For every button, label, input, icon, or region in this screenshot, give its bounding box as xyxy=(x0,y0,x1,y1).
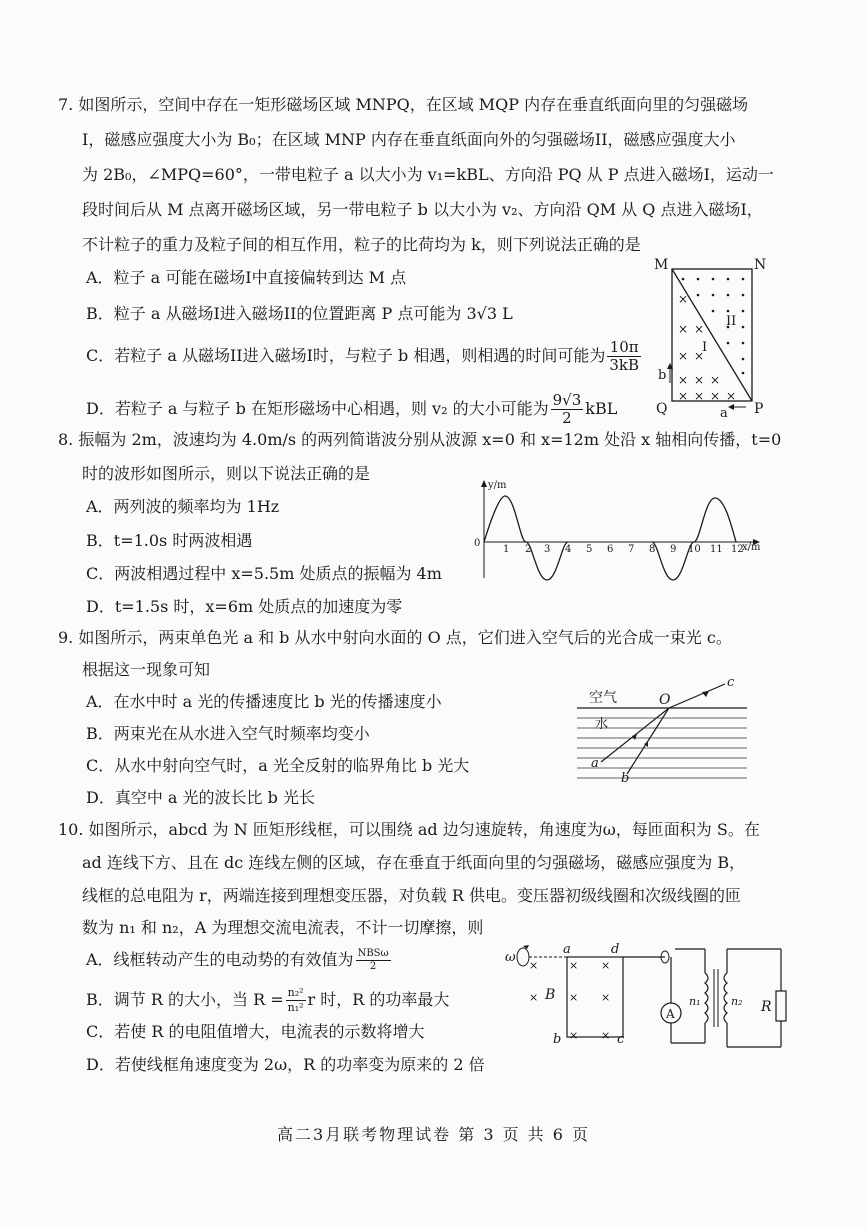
label-n: N xyxy=(754,257,767,273)
q7-magnetic-field-figure xyxy=(650,255,770,425)
label-q: Q xyxy=(656,401,668,417)
q8-wave-figure xyxy=(470,478,770,588)
tick-10: 10 xyxy=(688,544,701,555)
svg-text:×: × xyxy=(694,373,705,387)
resistor-r xyxy=(776,991,786,1021)
label-o: O xyxy=(659,692,671,708)
q7-option-a: A．粒子 a 可能在磁场I中直接偏转到达 M 点 xyxy=(86,268,407,287)
label-n1: n₁ xyxy=(689,995,701,1008)
tick-6: 6 xyxy=(607,544,614,555)
q8-stem-line1: 8. 振幅为 2m，波速均为 4.0m/s 的两列简谐波分别从波源 x=0 和 x=12m 处沿 x 轴相向传播，t=0 xyxy=(58,430,782,449)
q7-option-d-numerator: 9√3 xyxy=(552,391,582,409)
q8-option-a: A．两列波的频率均为 1Hz xyxy=(86,497,280,516)
q10-option-b-suffix: r 时，R 的功率最大 xyxy=(307,990,450,1009)
svg-text:×: × xyxy=(569,1029,579,1042)
q7-stem-line5: 不计粒子的重力及粒子间的相互作用，粒子的比荷均为 k，则下列说法正确的是 xyxy=(82,235,641,254)
svg-text:×: × xyxy=(726,389,737,403)
tick-7: 7 xyxy=(628,544,635,555)
q10-option-b-denominator: n₁² xyxy=(287,1001,304,1014)
q9-stem-line2: 根据这一现象可知 xyxy=(82,660,211,679)
x-axis-label: x/m xyxy=(742,542,761,553)
x-tick-labels xyxy=(503,544,744,555)
q7-option-d-text: D．若粒子 a 与粒子 b 在矩形磁场中心相遇，则 v₂ 的大小可能为 xyxy=(86,399,549,418)
secondary-coil xyxy=(724,973,727,1023)
q10-option-b xyxy=(86,986,449,1015)
q10-stem-line1: 10. 如图所示，abcd 为 N 匝矩形线框，可以围绕 ad 边匀速旋转，角速度为ω，每匝面积为 S。在 xyxy=(58,820,760,839)
q7-option-c-fraction xyxy=(607,339,641,374)
label-a: a xyxy=(591,756,599,771)
tick-5: 5 xyxy=(586,544,593,555)
q10-generator-transformer-figure xyxy=(505,943,795,1063)
svg-text:×: × xyxy=(694,389,705,403)
q9-refraction-figure xyxy=(575,672,755,787)
q7-option-c xyxy=(86,339,643,374)
svg-text:×: × xyxy=(694,322,705,336)
wave-left xyxy=(484,496,568,580)
svg-text:×: × xyxy=(710,389,721,403)
q10-option-b-fraction xyxy=(286,986,306,1015)
label-b: b xyxy=(621,771,630,786)
tick-9: 9 xyxy=(670,544,677,555)
q7-option-d-denominator: 2 xyxy=(562,409,572,427)
q7-stem-line3: 为 2B₀，∠MPQ=60°，一带电粒子 a 以大小为 v₁=kBL、方向沿 PQ 从 P 点进入磁场I，运动一 xyxy=(82,165,774,184)
label-c: c xyxy=(727,675,735,690)
q10-option-a xyxy=(86,948,393,973)
q9-option-d: D．真空中 a 光的波长比 b 光长 xyxy=(86,788,315,807)
label-region-1: I xyxy=(702,340,708,355)
svg-text:×: × xyxy=(678,292,689,306)
rotation-indicator xyxy=(517,948,529,966)
wave-right xyxy=(652,498,736,580)
tick-4: 4 xyxy=(565,544,572,555)
svg-text:×: × xyxy=(710,373,721,387)
svg-text:×: × xyxy=(601,991,611,1004)
q10-option-a-denominator: 2 xyxy=(369,961,377,972)
tick-1: 1 xyxy=(503,544,510,555)
q10-option-b-text: B．调节 R 的大小，当 R = xyxy=(86,990,284,1009)
svg-text:×: × xyxy=(529,991,539,1004)
y-axis-label: y/m xyxy=(488,480,507,491)
page-footer: 高二3月联考物理试卷 第 3 页 共 6 页 xyxy=(276,1125,591,1144)
q10-stem-line3: 线框的总电阻为 r，两端连接到理想变压器，对负载 R 供电。变压器初级线圈和次级线圈的匝 xyxy=(82,886,741,905)
field-crosses xyxy=(529,959,610,1042)
label-p: P xyxy=(754,401,764,417)
svg-text:×: × xyxy=(694,349,705,363)
svg-text:×: × xyxy=(569,959,579,972)
q10-option-d: D．若使线框角速度变为 2ω，R 的功率变为原来的 2 倍 xyxy=(86,1055,485,1074)
q9-option-c: C．从水中射向空气时，a 光全反射的临界角比 b 光大 xyxy=(86,756,470,775)
q7-option-d-suffix: kBL xyxy=(585,399,618,418)
svg-text:×: × xyxy=(678,373,689,387)
svg-text:×: × xyxy=(569,991,579,1004)
label-water: 水 xyxy=(595,717,609,732)
tick-3: 3 xyxy=(544,544,551,555)
origin-label: 0 xyxy=(474,538,481,549)
q7-option-c-numerator: 10π xyxy=(607,339,641,357)
label-field-b: B xyxy=(545,987,556,1003)
label-omega: ω xyxy=(505,950,516,965)
label-b: b xyxy=(658,368,667,383)
label-m: M xyxy=(654,257,669,273)
svg-text:×: × xyxy=(678,322,689,336)
q7-option-d-fraction xyxy=(551,392,584,427)
q8-stem-line2: 时的波形如图所示，则以下说法正确的是 xyxy=(82,464,371,483)
q9-option-a: A．在水中时 a 光的传播速度比 b 光的传播速度小 xyxy=(86,692,442,711)
label-b: b xyxy=(553,1032,562,1047)
tick-11: 11 xyxy=(710,544,723,555)
label-air: 空气 xyxy=(589,690,617,706)
q7-option-b: B．粒子 a 从磁场I进入磁场II的位置距离 P 点可能为 3√3 L xyxy=(86,304,513,323)
q10-stem-line4: 数为 n₁ 和 n₂，A 为理想交流电流表，不计一切摩擦，则 xyxy=(82,918,484,937)
label-d: d xyxy=(611,942,620,957)
q10-option-a-numerator: NBSω xyxy=(357,948,389,959)
q10-option-b-numerator: n₂² xyxy=(287,986,304,999)
q9-stem-line1: 9. 如图所示，两束单色光 a 和 b 从水中射向水面的 O 点，它们进入空气后的光合成一束光 c。 xyxy=(58,628,732,647)
q10-option-c: C．若使 R 的电阻值增大，电流表的示数将增大 xyxy=(86,1022,425,1041)
label-region-2: II xyxy=(726,314,737,329)
tick-8: 8 xyxy=(649,544,656,555)
q7-option-d xyxy=(86,392,617,427)
svg-text:×: × xyxy=(529,959,539,972)
q7-stem-line4: 段时间后从 M 点离开磁场区域，另一带电粒子 b 以大小为 v₂、方向沿 QM 从 Q 点进入磁场I， xyxy=(82,200,763,219)
svg-text:×: × xyxy=(678,389,689,403)
q7-stem-line1: 7. 如图所示，空间中存在一矩形磁场区域 MNPQ，在区域 MQP 内存在垂直纸面向里的匀强磁场 xyxy=(58,95,749,114)
svg-text:×: × xyxy=(678,349,689,363)
tick-12: 12 xyxy=(731,544,744,555)
label-r: R xyxy=(761,999,772,1015)
primary-coil xyxy=(705,973,708,1023)
tick-2: 2 xyxy=(525,544,532,555)
svg-text:×: × xyxy=(601,959,611,972)
svg-text:×: × xyxy=(601,1029,611,1042)
q9-option-b: B．两束光在从水进入空气时频率均变小 xyxy=(86,724,370,743)
q7-stem-line2: I，磁感应强度大小为 B₀；在区域 MNP 内存在垂直纸面向外的匀强磁场II，磁感应强度大小 xyxy=(82,130,736,149)
q8-option-c: C．两波相遇过程中 x=5.5m 处质点的振幅为 4m xyxy=(86,564,442,583)
q10-stem-line2: ad 连线下方、且在 dc 连线左侧的区域，存在垂直于纸面向里的匀强磁场，磁感应强度为 B， xyxy=(82,853,746,872)
ray-c xyxy=(669,684,725,708)
q7-option-c-denominator: 3kB xyxy=(609,356,639,374)
q7-option-c-text: C．若粒子 a 从磁场II进入磁场I时，与粒子 b 相遇，则相遇的时间可能为 xyxy=(86,346,606,365)
q10-option-a-text: A．线框转动产生的电动势的有效值为 xyxy=(86,950,354,969)
q8-option-b: B．t=1.0s 时两波相遇 xyxy=(86,531,253,550)
label-ammeter: A xyxy=(666,1007,675,1021)
label-a: a xyxy=(720,406,728,421)
q10-option-a-fraction xyxy=(356,948,391,973)
label-a: a xyxy=(563,942,571,957)
label-c: c xyxy=(617,1032,625,1047)
label-n2: n₂ xyxy=(731,995,743,1008)
q8-option-d: D．t=1.5s 时，x=6m 处质点的加速度为零 xyxy=(86,597,403,616)
